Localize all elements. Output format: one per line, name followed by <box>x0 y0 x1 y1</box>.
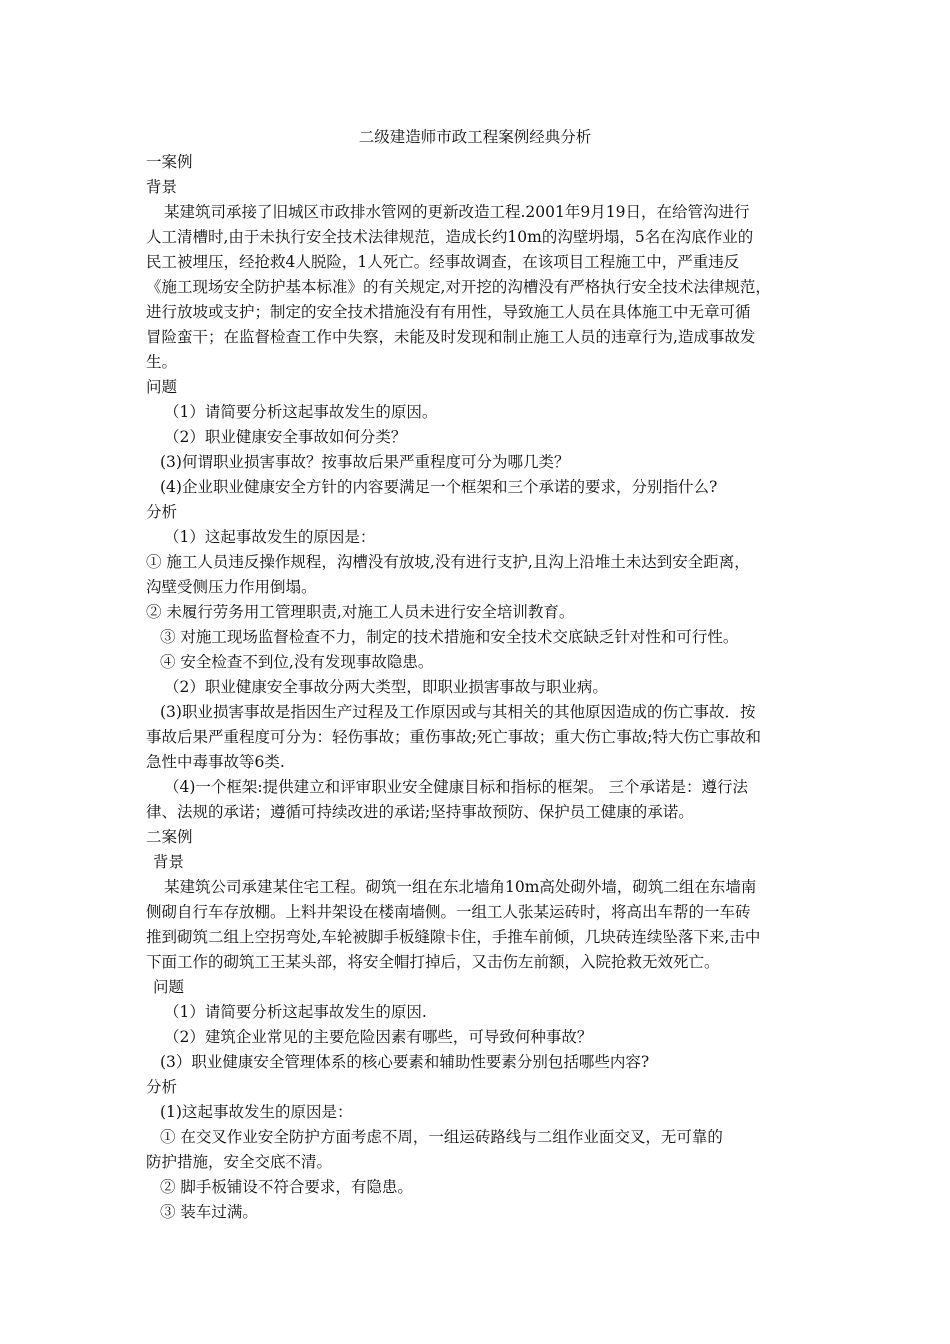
analysis-item: (1)这起事故发生的原因是： <box>160 1103 353 1121</box>
analysis-item: （1）这起事故发生的原因是： <box>164 528 376 546</box>
analysis-item: ① 施工人员违反操作规程，沟槽没有放坡,没有进行支护,且沟上沿堆土未达到安全距离， <box>146 553 750 571</box>
subheading: 问题 <box>153 978 185 996</box>
paragraph-line: 侧砌自行车存放棚。上料井架设在楼南墙侧。一组工人张某运砖时，将高出车帮的一车砖 <box>146 903 751 921</box>
paragraph-line: 人工清槽时,由于未执行安全技术法律规范，造成长约10m的沟壁坍塌，5名在沟底作业的 <box>146 228 754 246</box>
question-item: （1）请简要分析这起事故发生的原因. <box>164 1003 427 1021</box>
analysis-item: 事故后果严重程度可分为：轻伤事故；重伤事故;死亡事故；重大伤亡事故;特大伤亡事故和 <box>146 728 761 746</box>
paragraph-line: 生。 <box>146 353 178 371</box>
paragraph-line: 下面工作的砌筑工王某头部，将安全帽打掉后，又击伤左前额，入院抢救无效死亡。 <box>146 953 720 971</box>
document-title: 二级建造师市政工程案例经典分析 <box>358 128 592 146</box>
analysis-item: 防护措施，安全交底不清。 <box>146 1153 333 1171</box>
paragraph-line: 某建筑公司承建某住宅工程。砌筑一组在东北墙角10m高处砌外墙，砌筑二组在东墙南 <box>164 878 757 896</box>
analysis-item: （4)一个框架:提供建立和评审职业安全健康目标和指标的框架。 三个承诺是：遵行法 <box>164 778 749 796</box>
analysis-item: ② 未履行劳务用工管理职责,对施工人员未进行安全培训教育。 <box>146 603 575 621</box>
question-item: (3)何谓职业损害事故？按事故后果严重程度可分为哪几类？ <box>160 453 570 471</box>
subheading: 背景 <box>153 853 185 871</box>
analysis-item: 急性中毒事故等6类. <box>146 753 285 771</box>
paragraph-line: 冒险蛮干；在监督检查工作中失察，未能及时发现和制止施工人员的违章行为,造成事故发 <box>146 328 756 346</box>
question-item: （2）建筑企业常见的主要危险因素有哪些，可导致何种事故？ <box>164 1028 593 1046</box>
section-heading: 一案例 <box>146 153 193 171</box>
paragraph-line: 进行放坡或支护；制定的安全技术措施没有有用性，导致施工人员在具体施工中无章可循 <box>146 303 751 321</box>
question-item: (3）职业健康安全管理体系的核心要素和辅助性要素分别包括哪些内容? <box>160 1053 650 1071</box>
analysis-item: ④ 安全检查不到位,没有发现事故隐患。 <box>160 653 434 671</box>
subheading: 分析 <box>146 1078 178 1096</box>
question-item: （1）请简要分析这起事故发生的原因。 <box>164 403 438 421</box>
subheading: 背景 <box>146 178 178 196</box>
analysis-item: 律、法规的承诺；遵循可持续改进的承诺;坚持事故预防、保护员工健康的承诺。 <box>146 803 694 821</box>
subheading: 分析 <box>146 503 178 521</box>
subheading: 问题 <box>146 378 178 396</box>
analysis-item: ③ 装车过满。 <box>160 1203 258 1221</box>
analysis-item: ③ 对施工现场监督检查不力，制定的技术措施和安全技术交底缺乏针对性和可行性。 <box>160 628 739 646</box>
analysis-item: ② 脚手板铺设不符合要求，有隐患。 <box>160 1178 413 1196</box>
question-item: （2）职业健康安全事故如何分类？ <box>164 428 407 446</box>
section-heading: 二案例 <box>146 828 193 846</box>
paragraph-line: 《施工现场安全防护基本标准》的有关规定,对开挖的沟槽没有严格执行安全技术法律规范， <box>146 278 771 296</box>
analysis-item: (3)职业损害事故是指因生产过程及工作原因或与其相关的其他原因造成的伤亡事故．按 <box>160 703 756 721</box>
analysis-item: 沟壁受侧压力作用倒塌。 <box>146 578 317 596</box>
question-item: (4)企业职业健康安全方针的内容要满足一个框架和三个承诺的要求，分别指什么? <box>160 478 718 496</box>
paragraph-line: 民工被埋压，经抢救4人脱险，1人死亡。经事故调查，在该项目工程施工中，严重违反 <box>146 253 740 271</box>
analysis-item: ① 在交叉作业安全防护方面考虑不周，一组运砖路线与二组作业面交叉，无可靠的 <box>160 1128 723 1146</box>
paragraph-line: 某建筑司承接了旧城区市政排水管网的更新改造工程.2001年9月19日，在给管沟进行 <box>164 203 750 221</box>
paragraph-line: 推到砌筑二组上空拐弯处,车轮被脚手板缝隙卡住，手推车前倾，几块砖连续坠落下来,击中 <box>146 928 761 946</box>
analysis-item: （2）职业健康安全事故分两大类型，即职业损害事故与职业病。 <box>164 678 608 696</box>
